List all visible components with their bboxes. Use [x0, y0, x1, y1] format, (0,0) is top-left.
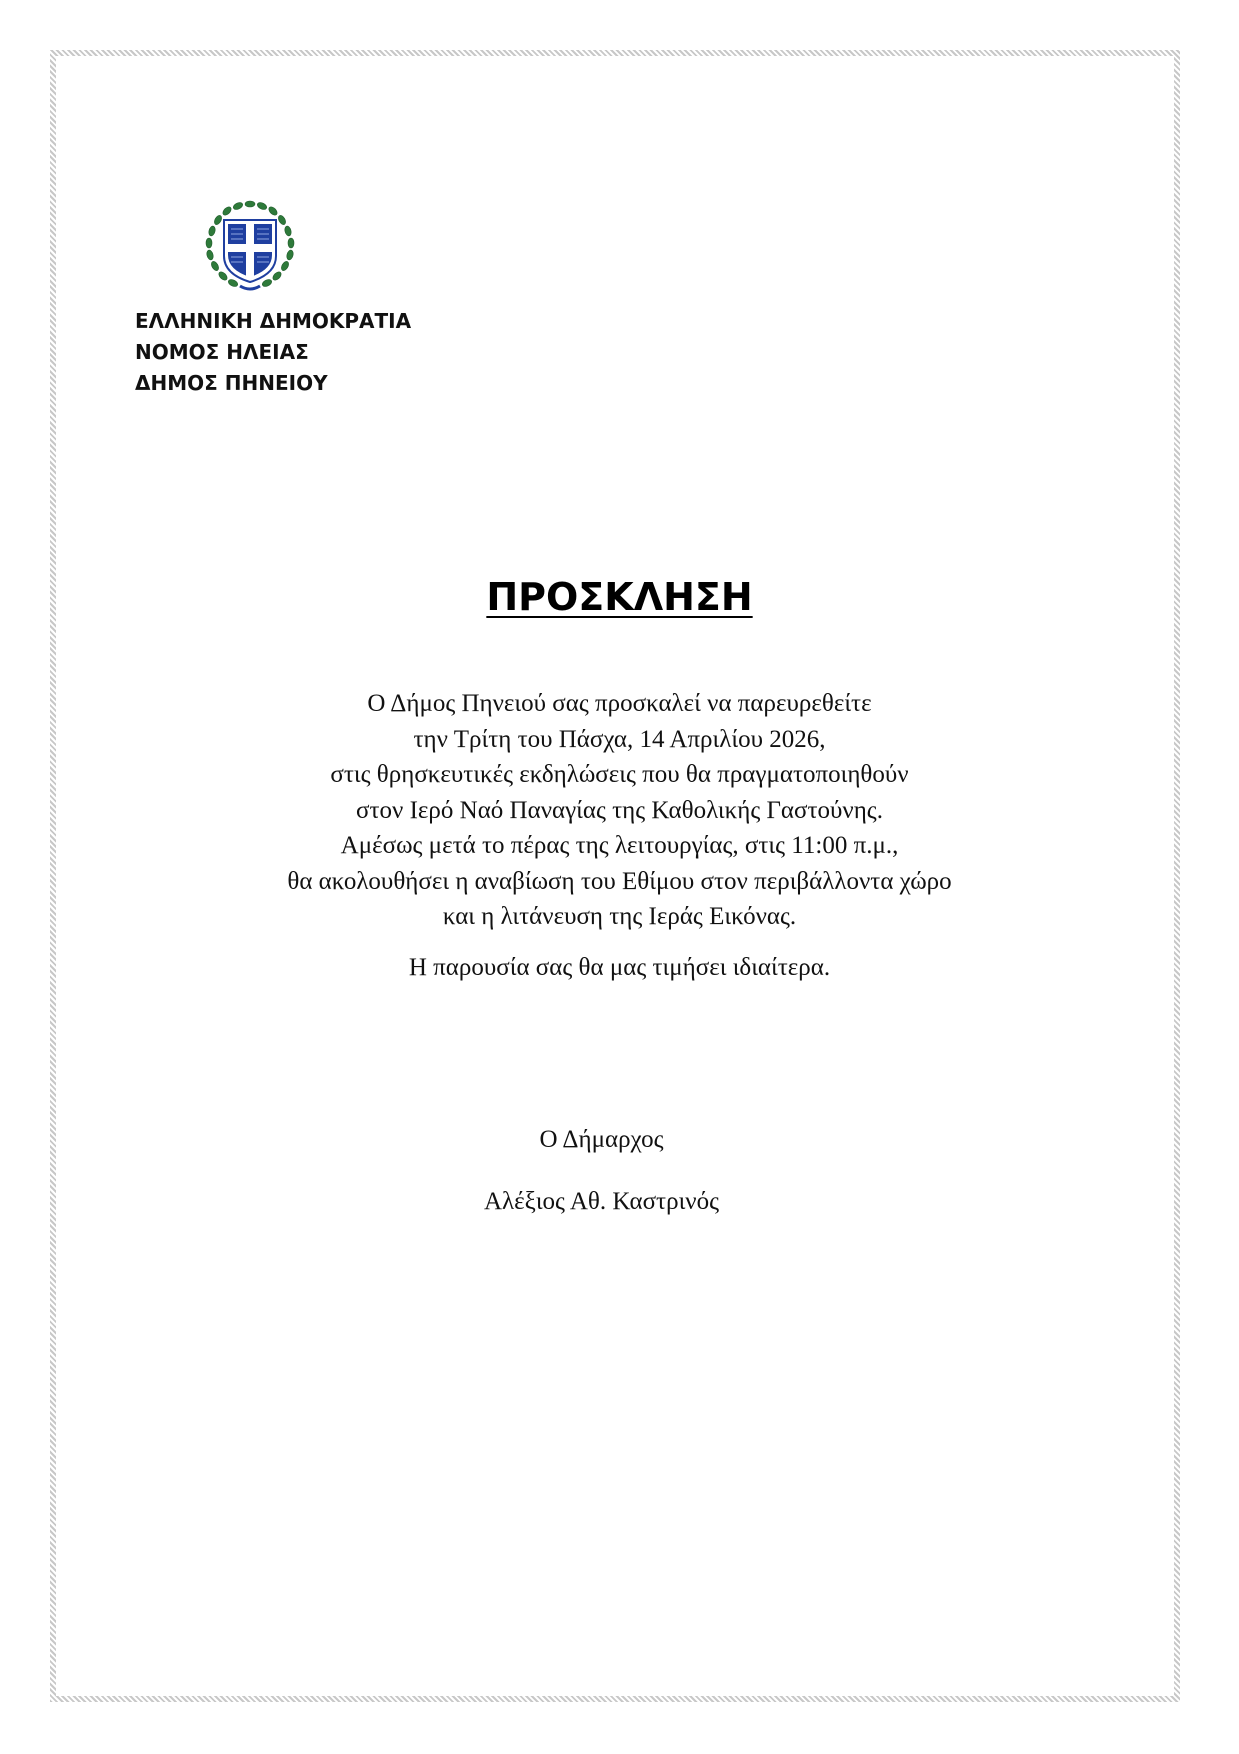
- body-line: Αμέσως μετά το πέρας της λειτουργίας, στις 11:00 π.μ.,: [340, 832, 899, 859]
- body-line: Ο Δήμος Πηνειού σας προσκαλεί να παρευρεθείτε: [367, 690, 872, 717]
- header-prefecture: ΝΟΜΟΣ ΗΛΕΙΑΣ: [135, 340, 309, 364]
- body-line: και η λιτάνευση της Ιεράς Εικόνας.: [442, 903, 797, 930]
- body-line: στον Ιερό Ναό Παναγίας της Καθολικής Γαστούνης.: [356, 796, 883, 824]
- header-country: ΕΛΛΗΝΙΚΗ ΔΗΜΟΚΡΑΤΙΑ: [135, 309, 412, 333]
- invitation-body: [0, 686, 1239, 935]
- document-title: ΠΡΟΣΚΛΗΣΗ: [486, 575, 753, 619]
- body-line: θα ακολουθήσει η αναβίωση του Εθίμου στον περιβάλλοντα χώρο: [287, 867, 952, 895]
- body-line: στις θρησκευτικές εκδηλώσεις που θα πραγματοποιηθούν: [330, 761, 909, 788]
- issuer-header: [135, 306, 411, 399]
- body-line: την Τρίτη του Πάσχα, 14 Απριλίου 2026,: [413, 725, 826, 753]
- signatory-title: Ο Δήμαρχος: [539, 1126, 664, 1153]
- closing-sentence: Η παρουσία σας θα μας τιμήσει ιδιαίτερα.: [408, 954, 831, 981]
- greek-coat-of-arms-icon: [202, 198, 298, 294]
- signatory-name: Αλέξιος Αθ. Καστρινός: [484, 1188, 719, 1215]
- header-municipality: ΔΗΜΟΣ ΠΗΝΕΙΟΥ: [135, 371, 328, 395]
